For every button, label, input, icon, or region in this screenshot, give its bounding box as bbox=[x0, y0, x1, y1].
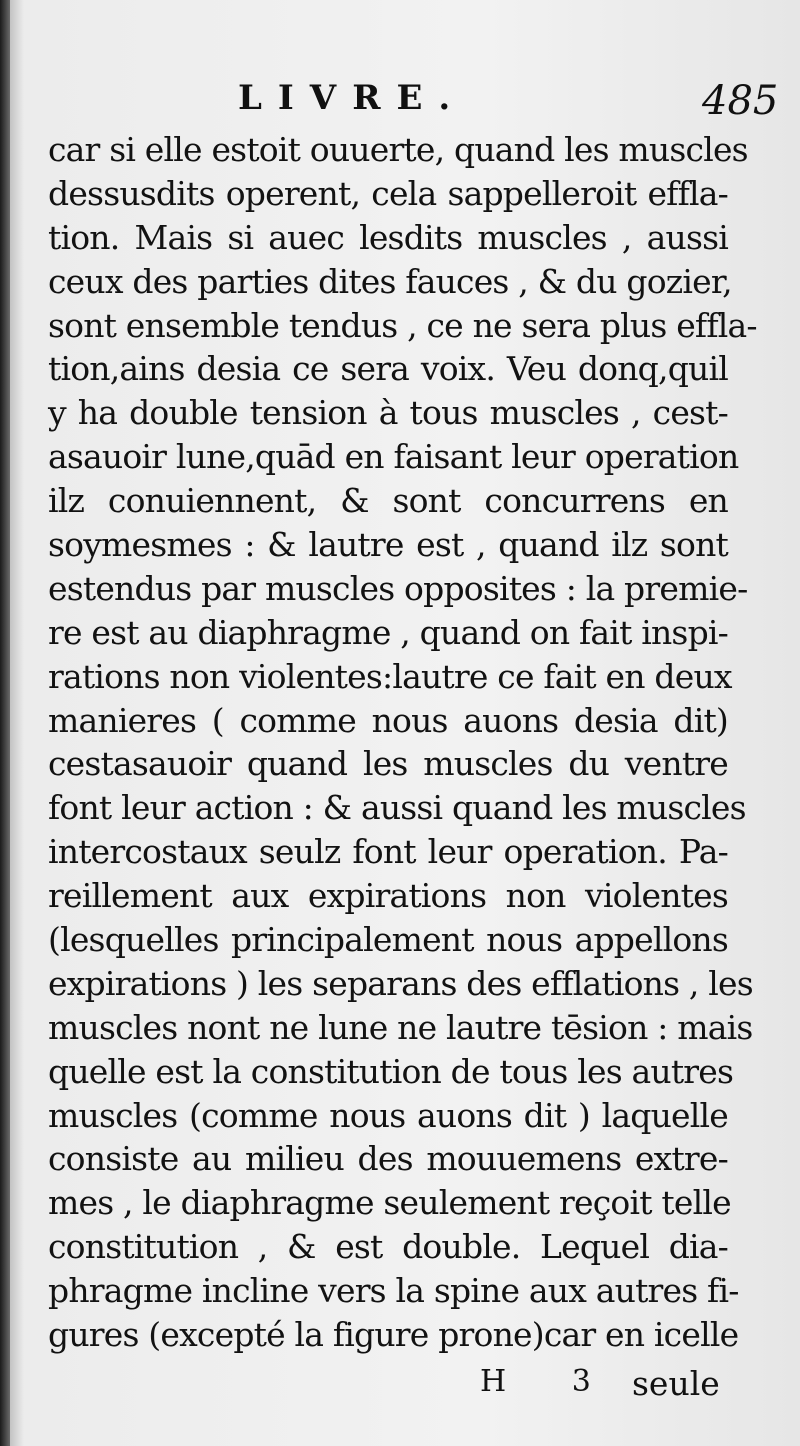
text-line: asauoir lune,quād en faisant leur operation bbox=[48, 437, 739, 477]
text-line: gures (excepté la figure prone)car en icelle bbox=[48, 1315, 739, 1355]
text-line: tion. Mais si auec lesdits muscles , aussi bbox=[48, 217, 728, 257]
text-line: font leur action : & aussi quand les muscles bbox=[48, 788, 746, 828]
body-text bbox=[48, 128, 757, 1357]
catchword: seule bbox=[632, 1364, 720, 1403]
signature-mark: H 3 bbox=[480, 1364, 619, 1399]
text-line: rations non violentes:lautre ce fait en deux bbox=[48, 656, 732, 696]
running-head: LIVRE. bbox=[238, 78, 467, 118]
binding-edge bbox=[0, 0, 10, 1446]
text-line: ilz conuiennent, & sont concurrens en bbox=[48, 481, 728, 521]
text-line: intercostaux seulz font leur operation. Pa- bbox=[48, 832, 728, 872]
page-footer bbox=[0, 1364, 800, 1414]
text-line: mes , le diaphragme seulement reçoit telle bbox=[48, 1183, 731, 1223]
text-line: tion,ains desia ce sera voix. Veu donq,quil bbox=[48, 349, 728, 389]
text-line: phragme incline vers la spine aux autres fi- bbox=[48, 1271, 739, 1311]
text-line: dessusdits operent, cela sappelleroit effla- bbox=[48, 173, 728, 213]
text-line: muscles (comme nous auons dit ) laquelle bbox=[48, 1095, 728, 1135]
text-line: muscles nont ne lune ne lautre tēsion : mais bbox=[48, 1007, 753, 1047]
text-line: constitution , & est double. Lequel dia- bbox=[48, 1227, 728, 1267]
text-line: reillement aux expirations non violentes bbox=[48, 876, 728, 916]
text-line: consiste au milieu des mouuemens extre- bbox=[48, 1139, 728, 1179]
text-line: (lesquelles principalement nous appellons bbox=[48, 920, 728, 960]
page-header bbox=[0, 78, 800, 128]
text-line: y ha double tension à tous muscles , cest- bbox=[48, 393, 728, 433]
page-number: 485 bbox=[702, 78, 779, 124]
text-line: manieres ( comme nous auons desia dit) bbox=[48, 700, 728, 740]
text-line: soymesmes : & lautre est , quand ilz sont bbox=[48, 525, 728, 565]
text-line: estendus par muscles opposites : la premie- bbox=[48, 568, 748, 608]
text-line: ceux des parties dites fauces , & du gozier, bbox=[48, 261, 732, 301]
text-line: re est au diaphragme , quand on fait inspi- bbox=[48, 612, 728, 652]
text-line: expirations ) les separans des efflations , les bbox=[48, 963, 753, 1003]
text-line: cestasauoir quand les muscles du ventre bbox=[48, 744, 728, 784]
text-line: quelle est la constitution de tous les autres bbox=[48, 1051, 734, 1091]
text-line: car si elle estoit ouuerte, quand les muscles bbox=[48, 130, 748, 169]
text-line: sont ensemble tendus , ce ne sera plus effla- bbox=[48, 305, 757, 345]
